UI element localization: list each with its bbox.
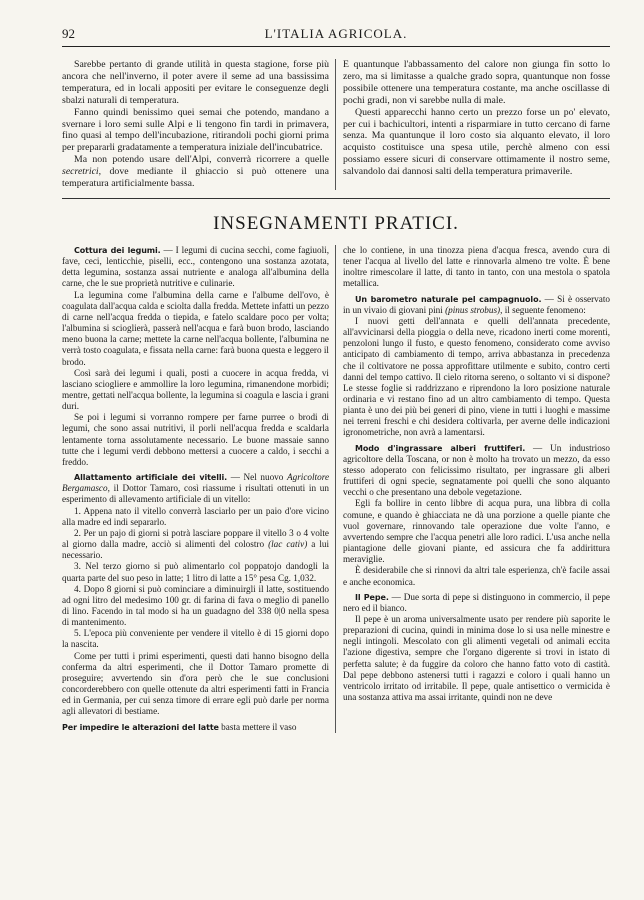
paragraph: Egli fa bollire in cento libbre di acqua pura, una libbra di colla comune, e quando è ghiacciata ne dà una porzione a quelle piante che vuol governare, rinnovando tale operazione due volte l'anno, e avvertendo sempre che l'acqua penetri alle loro radici. L'usa anche nella piantagione delle giovani piante, ed assicura che fa addirittura meraviglie. xyxy=(343,498,610,565)
article-heading: Modo d'ingrassare alberi fruttiferi. xyxy=(355,443,526,453)
paragraph: Se poi i legumi si vorranno rompere per farne purree o brodi di legumi, che sono assai nutritivi, il porli nell'acqua fredda e scaldarla lentamente torna assolutamente necessario. Le buone massaie sanno tutte che i legumi verdi debbono mettersi a cuocere a caldo, i secchi a freddo. xyxy=(62,412,329,467)
top-left-column xyxy=(62,59,329,190)
column-divider xyxy=(335,245,336,733)
paragraph: Ma non potendo usare dell'Alpi, converrà ricorrere a quelle secretrici, dove mediante il ghiaccio si può ottenere una temperatura artificialmente bassa. xyxy=(62,154,329,190)
paragraph: I nuovi getti dell'annata e quelli dell'annata precedente, all'avvicinarsi della pioggia o della neve, ricadono inerti come morenti, penzoloni lungo il fusto, e questo fenomeno, considerato come avviso anticipato di cambiamento di tempo, arriva abbastanza in precedenza che il coltivatore ne possa approfittare utilmente e subito, contro certi danni del tempo cattivo. Il cielo ritorna sereno, o soltanto vi si dispone? Le stesse foglie si raddrizzano e riprendono la loro posizione naturale ordinaria e vi restano fino ad un altro cambiamento di tempo. Questa pianta è uno dei più bei generi di pino, viene in tutti i luoghi e massime nei terreni freschi e chi desidera coltivarla, per averne delle indicazioni igronometriche, non avrà a lamentarsi. xyxy=(343,315,610,438)
section-divider xyxy=(62,198,610,199)
page-header xyxy=(62,24,610,47)
section-title: INSEGNAMENTI PRATICI. xyxy=(213,212,459,234)
paragraph: E quantunque l'abbassamento del calore non giunga fin sotto lo zero, ma si limitasse a qualche grado sopra, quantunque non fosse possibile ottenere una temperatura costante, ma anche oscillasse di pochi gradi, non vi sarebbe nulla di male. xyxy=(343,59,610,106)
paragraph: La legumina come l'albumina della carne e l'albume dell'ovo, è coagulata dall'acqua calda e sciolta dalla fredda. Mettete infatti un pezzo di carne nell'acqua fredda o tiepida, e fatelo scaldare poco per volta; l'albumina si scioglierà, passerà nell'acqua e farà buon brodo, lasciando meno buona la carne; mettete la carne nell'acqua bollente, l'albumina ne verrà tosto coagulata, e fissata nella carne: farà buona questa e leggero il brodo. xyxy=(62,289,329,367)
page xyxy=(62,24,610,733)
paragraph: Come per tutti i primi esperimenti, questi dati hanno bisogno della conferma da altri esperimenti, che il Dottor Tamaro promette di proseguire; avvertendo sin d'ora però che le sue conclusioni concorderebbero con quelle ottenute da altri esperimenti fatti in Francia ed in Germania, per cui senza timore di errare egli può darle per norma agli allevatori di bestiame. xyxy=(62,650,329,717)
page-number: 92 xyxy=(62,26,75,41)
article-heading: Per impedire le alterazioni del latte xyxy=(62,722,219,732)
paragraph: che lo contiene, in una tinozza piena d'acqua fresca, avendo cura di tener l'acqua al livello del latte e rinnovarla almeno tre volte. È bene inoltre rimescolare il latte, di tanto in tanto, con una mestola o spatola metallica. xyxy=(343,244,610,289)
paragraph: Sarebbe pertanto di grande utilità in questa stagione, forse più ancora che nell'inverno, il poter avere il seme ad una bassissima temperatura, ed in locali appositi per evitare le conseguenze degli sbalzi naturali di temperatura. xyxy=(62,59,329,106)
article-heading: Allattamento artificiale dei vitelli. xyxy=(74,473,228,483)
paragraph: Il pepe è un aroma universalmente usato per rendere più saporite le preparazioni di cucina, quindi in minima dose lo si usa nelle minestre e negli intingoli. Mescolato con gli alimenti vegetali od animali eccita l'azione digestiva, sempre che l'organo digerente si trovi in istato di perfetta salute; è da fuggire da coloro che hanno fatto voto di castità. Dal pepe debbono astenersi tutti i ragazzi e coloro i quali hanno un ventricolo irritato od irritabile. Il pepe, quale antisettico o vermicida è una sostanza attiva ma assai irritante, quindi non ne deve xyxy=(343,613,610,703)
top-section xyxy=(62,59,610,190)
article-impedire-intro: Per impedire le alterazioni del latte basta mettere il vaso xyxy=(62,721,297,732)
article-modo-intro: Modo d'ingrassare alberi fruttiferi. — Un industrioso agricoltore della Toscana, or non è molto ha trovato un mezzo, da esso stesso adoperato con felicissimo risultato, per ingrassare gli alberi fruttiferi di ogni specie, segnatamente poi quelli che sono alquanto vecchi o che presentano una debole vegetazione. xyxy=(343,442,610,498)
article-heading: Un barometro naturale pel campagnuolo. xyxy=(355,294,542,304)
article-barometro-intro: Un barometro naturale pel campagnuolo. — Si è osservato in un vivaio di giovani pini (pinus strobus), il seguente fenomeno: xyxy=(343,293,610,315)
article-pepe-intro: Il Pepe. — Due sorta di pepe si distinguono in commercio, il pepe nero ed il bianco. xyxy=(343,591,611,613)
article-allattamento-intro: Allattamento artificiale dei vitelli. — Nel nuovo Agricoltore Bergamasco, il Dottor Tamaro, così riassume i risultati ottenuti in un esperimento di allevamento artificiale di un vitello: xyxy=(62,472,330,505)
paragraph: Così sarà dei legumi i quali, posti a cuocere in acqua fredda, vi lasciano sciogliere e ammollire la loro legumina, rimanendone morbidi; mentre, gettati nell'acqua bollente, la legumina si coagula e lascia i grani duri. xyxy=(62,367,329,412)
right-column xyxy=(343,245,610,733)
paragraph: Fanno quindi benissimo quei semai che potendo, mandano a svernare i loro semi sulle Alpi e li tengono fin tardi in primavera, fino quasi al tempo dell'incubazione, ritirandoli pochi giorni prima per prepararli gradatamente a temperatura iniziale dell'incubatrice. xyxy=(62,106,329,154)
list-item: 3. Nel terzo giorno si può alimentarlo col poppatojo dandogli la quarta parte del suo peso in latte; 1 litro di latte a 15° pesa Cg. 1,032. xyxy=(62,561,329,583)
list-item: 1. Appena nato il vitello converrà lasciarlo per un paio d'ore vicino alla madre ed indi separarlo. xyxy=(62,505,329,527)
article-heading: Il Pepe. xyxy=(355,592,389,602)
articles xyxy=(62,245,610,733)
paragraph: Questi apparecchi hanno certo un prezzo forse un po' elevato, per cui i bachicultori, intenti a risparmiare in tutto cercano di farne senza. Ma quantunque il loro costo sia alquanto elevato, il loro acquisto costituisce una spesa utile, perchè almeno con essi possiamo essere sicuri di conservare ottimamente il nostro seme, salvandolo dai dannosi salti della temperatura primaverile. xyxy=(343,106,610,178)
running-title: L'ITALIA AGRICOLA. xyxy=(264,26,408,41)
article-heading: Cottura dei legumi. xyxy=(74,245,161,255)
column-divider xyxy=(335,59,336,190)
paragraph: È desiderabile che si rinnovi da altri tale esperienza, ch'è facile assai e anche economica. xyxy=(343,565,610,587)
list-item: 4. Dopo 8 giorni si può cominciare a diminuirgli il latte, sostituendo ad ogni litro del medesimo 100 gr. di farina di fava o meglio di panello di lino. Facendo in tal modo si ha un guadagno del 338 0|0 nella spesa di mantenimento. xyxy=(62,583,329,628)
left-column xyxy=(62,245,329,733)
top-right-column xyxy=(343,59,610,190)
list-item: 5. L'epoca più conveniente per vendere il vitello è di 15 giorni dopo la nascita. xyxy=(62,628,329,650)
list-item: 2. Per un pajo di giorni si potrà lasciare poppare il vitello 3 o 4 volte al giorno dalla madre, acciò si alimenti del colostro (lac cativ) a lui necessario. xyxy=(62,527,330,561)
article-cottura-intro: Cottura dei legumi. — I legumi di cucina secchi, come fagiuoli, fave, ceci, lenticchie, piselli, ecc., contengono una sostanza azotata, detta legumina, sostanza assai nutriente e analoga all'albumina della carne, che le sue proprietà nutritive e culinarie. xyxy=(62,244,330,289)
